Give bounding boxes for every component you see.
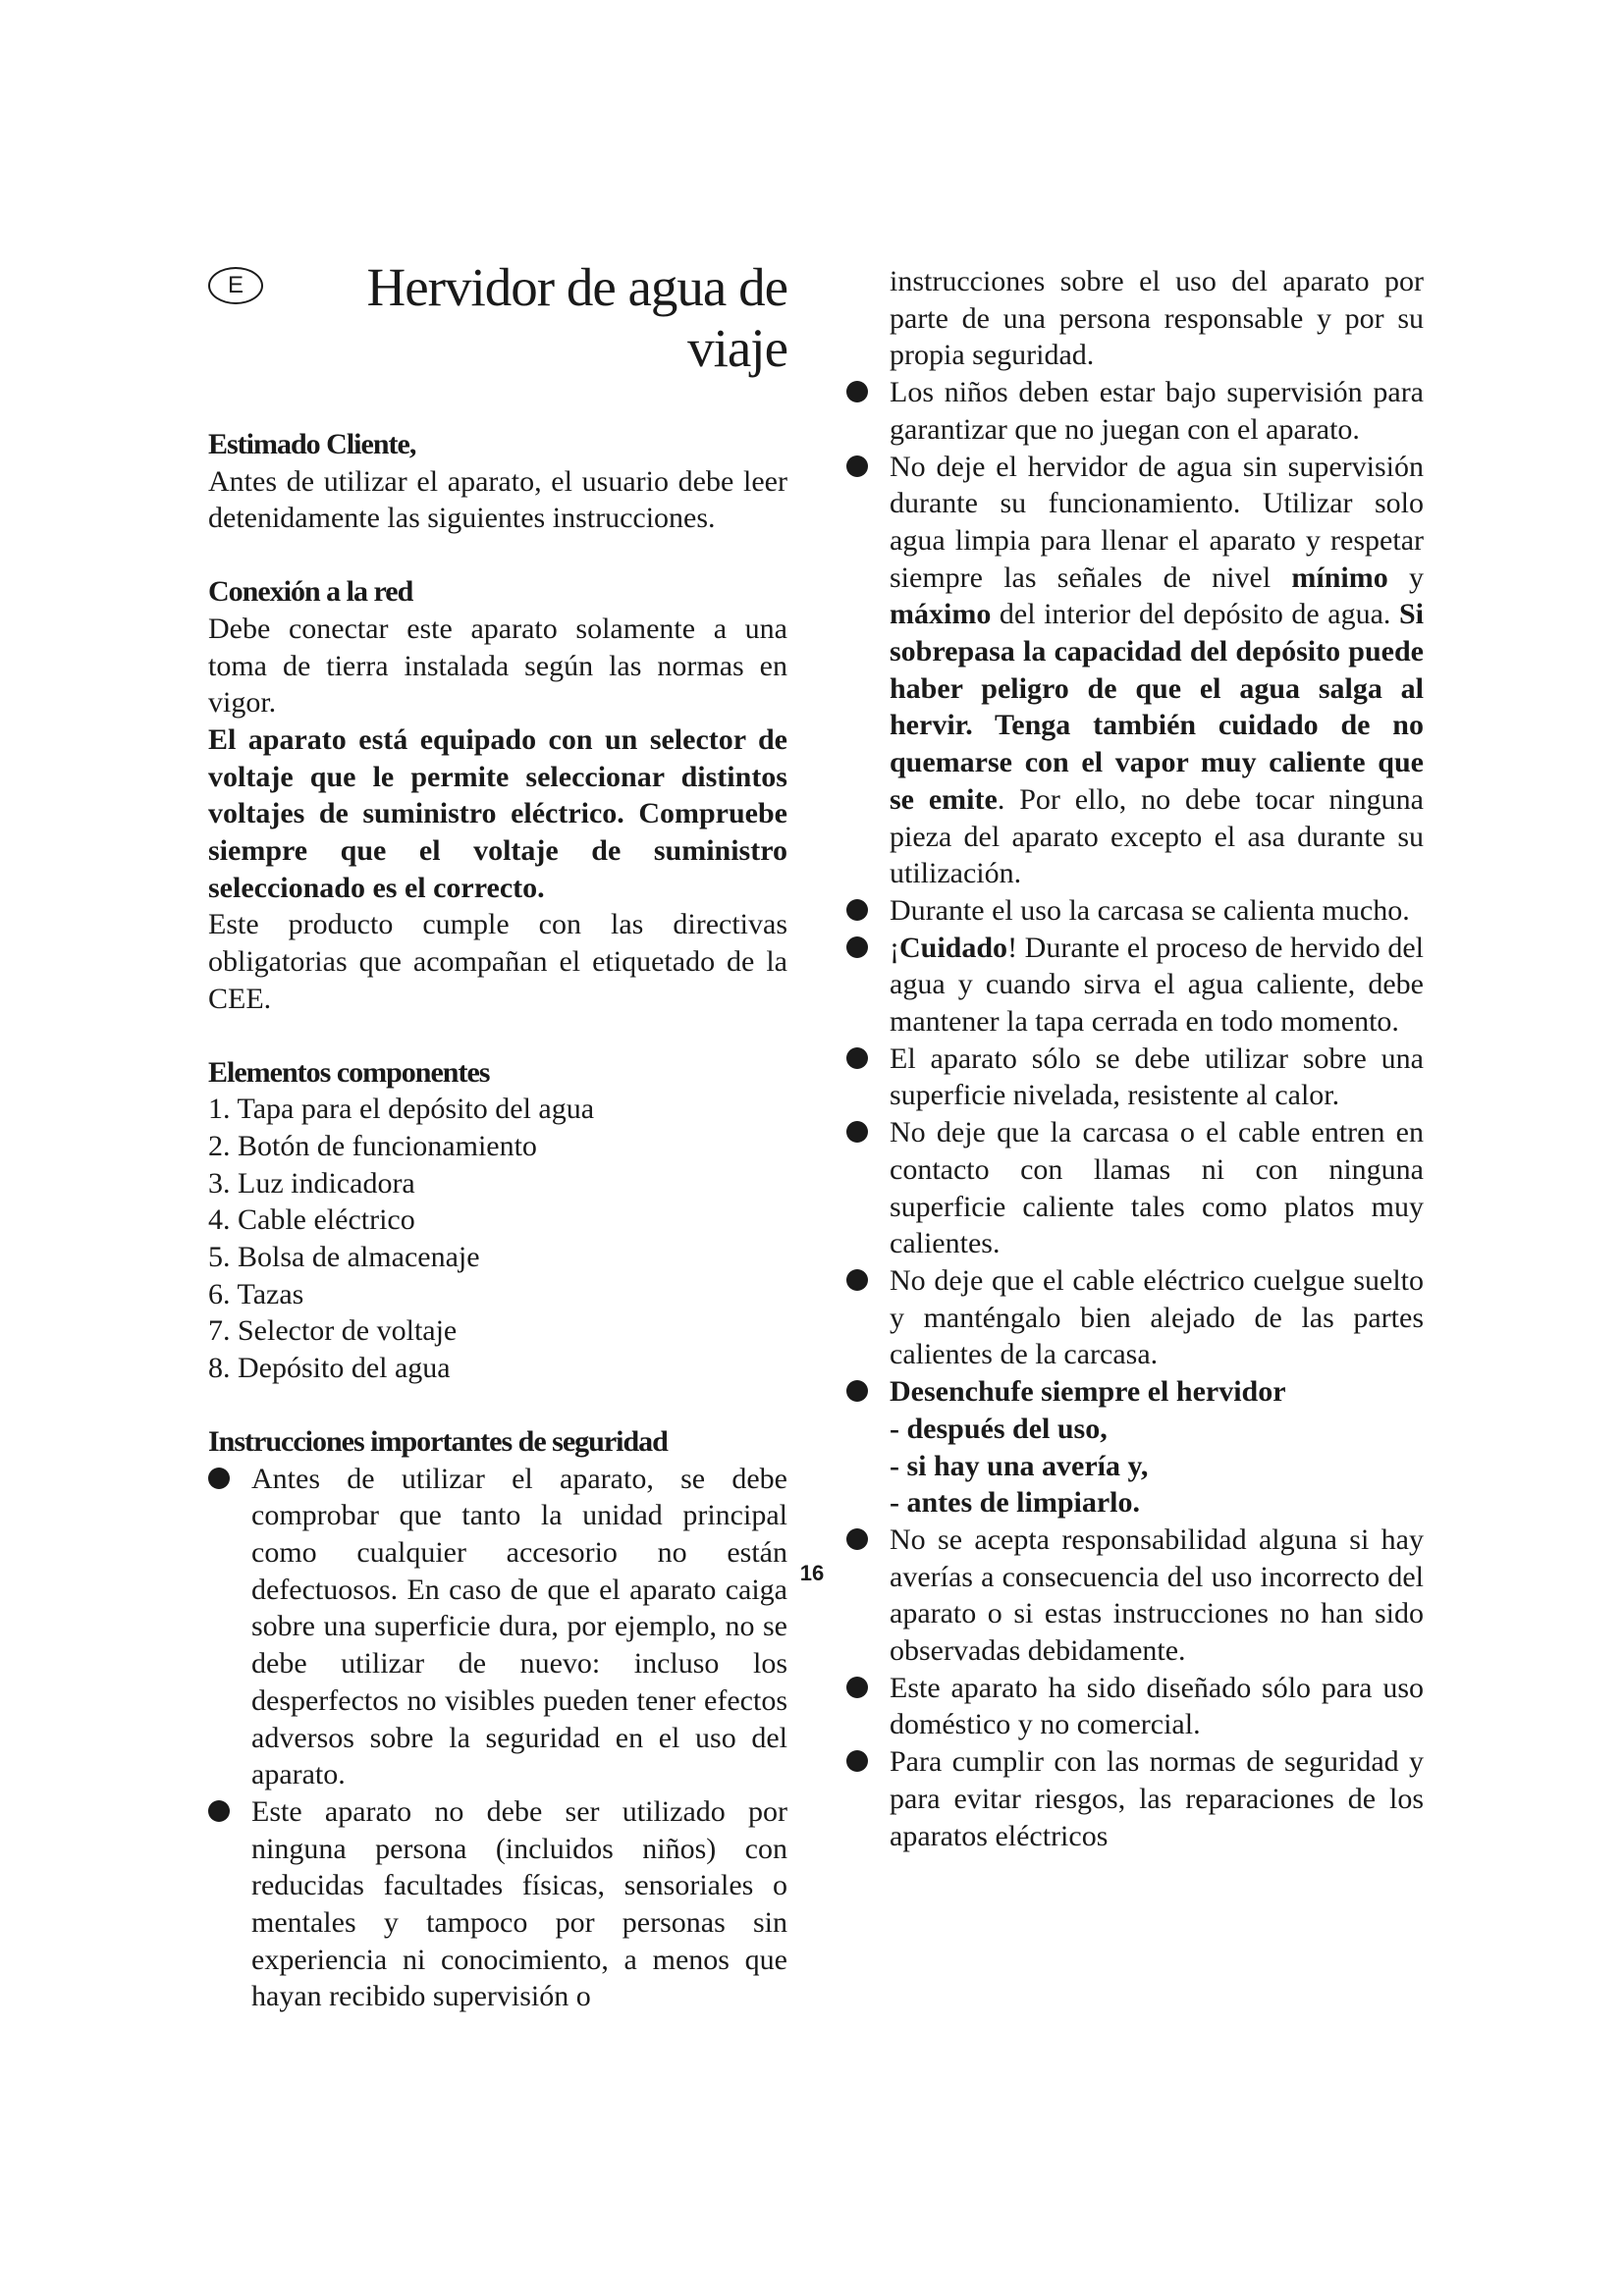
component-item: 4. Cable eléctrico — [208, 1203, 415, 1237]
safety-item: No se acepta responsabilidad alguna si hay averías a consecuencia del uso incorrecto del aparato o si estas instrucciones no han sido observadas debidamente. — [846, 1522, 1424, 1670]
safety-item: Este aparato no debe ser utilizado por ninguna persona (incluidos niños) con reducidas facultades físicas, sensoriales o mentales y tampoco por personas sin experiencia ni conocimiento, a menos que hayan recibido supervisión o — [208, 1793, 787, 2015]
safety-item: No deje que el cable eléctrico cuelgue suelto y manténgalo bien alejado de las partes calientes de la carcasa. — [846, 1262, 1424, 1373]
bullet-icon — [846, 1750, 868, 1772]
safety-item: El aparato sólo se debe utilizar sobre una superficie nivelada, resistente al calor. — [846, 1041, 1424, 1114]
unplug-case: - después del uso, — [890, 1412, 1108, 1445]
bullet-icon — [846, 1047, 868, 1069]
safety-item-continued: instrucciones sobre el uso del aparato por parte de una persona responsable y por su propia seguridad. — [890, 265, 1424, 372]
connection-text: Debe conectar este aparato solamente a una toma de tierra instalada según las normas en vigor. — [208, 612, 787, 720]
safety-item: Antes de utilizar el aparato, se debe comprobar que tanto la unidad principal como cualquier accesorio no están defectuosos. En caso de que el aparato caiga sobre una superficie dura, por ejemplo, no se debe utilizar de nuevo: incluso los desperfectos no visibles pueden tener efectos adversos sobre la seguridad en el uso del aparato. — [208, 1461, 787, 1793]
safety-item: No deje que la carcasa o el cable entren en contacto con llamas ni con ninguna superficie caliente tales como platos muy calientes. — [846, 1114, 1424, 1262]
safety-item: Los niños deben estar bajo supervisión para garantizar que no juegan con el aparato. — [846, 374, 1424, 448]
voltage-warning: El aparato está equipado con un selector de voltaje que le permite seleccionar distintos voltajes de suministro eléctrico. Compruebe siempre que el voltaje de suministro seleccionado es el correcto. — [208, 722, 787, 904]
bullet-icon — [208, 1468, 230, 1489]
components-list — [208, 1091, 787, 1387]
connection-heading: Conexión a la red — [208, 575, 413, 609]
safety-item: Este aparato ha sido diseñado sólo para uso doméstico y no comercial. — [846, 1670, 1424, 1743]
bullet-icon — [846, 1121, 868, 1143]
bullet-icon — [846, 1677, 868, 1698]
bullet-icon — [846, 1528, 868, 1550]
component-item: 1. Tapa para el depósito del agua — [208, 1093, 595, 1126]
page-title: Hervidor de agua de viaje — [366, 257, 787, 378]
bullet-icon — [846, 936, 868, 958]
safety-item: ¡Cuidado! Durante el proceso de hervido del agua y cuando sirva el agua caliente, debe mantener la tapa cerrada en todo momento. — [846, 930, 1424, 1041]
bullet-icon — [846, 899, 868, 921]
component-item: 6. Tazas — [208, 1277, 304, 1310]
bullet-icon — [846, 1269, 868, 1291]
page-number: 16 — [799, 1561, 825, 1585]
component-item: 3. Luz indicadora — [208, 1166, 415, 1200]
unplug-case: - si hay una avería y, — [890, 1449, 1149, 1482]
safety-item: Durante el uso la carcasa se calienta mucho. — [846, 892, 1424, 930]
bullet-icon — [846, 1380, 868, 1402]
safety-item: Desenchufe siempre el hervidor - después del uso, - si hay una avería y, - antes de limpiarlo. — [846, 1373, 1424, 1522]
safety-list — [208, 1461, 787, 2016]
safety-item: Para cumplir con las normas de seguridad y para evitar riesgos, las reparaciones de los aparatos eléctricos — [846, 1743, 1424, 1854]
bullet-icon — [846, 381, 868, 402]
greeting-text: Antes de utilizar el aparato, el usuario debe leer detenidamente las siguientes instrucciones. — [208, 464, 787, 535]
left-column — [208, 257, 787, 2015]
greeting-heading: Estimado Cliente, — [208, 428, 416, 460]
language-badge: E — [208, 267, 263, 304]
bullet-icon — [846, 455, 868, 477]
component-item: 5. Bolsa de almacenaje — [208, 1241, 480, 1274]
safety-heading: Instrucciones importantes de seguridad — [208, 1424, 668, 1458]
components-heading: Elementos componentes — [208, 1055, 490, 1089]
compliance-text: Este producto cumple con las directivas obligatorias que acompañan el etiquetado de la CEE. — [208, 908, 787, 1015]
title-block — [208, 257, 787, 385]
component-item: 8. Depósito del agua — [208, 1352, 451, 1385]
unplug-case: - antes de limpiarlo. — [890, 1486, 1140, 1520]
safety-item: No deje el hervidor de agua sin supervisión durante su funcionamiento. Utilizar solo agua limpia para llenar el aparato y respetar siempre las señales de nivel mínimo y máximo del interior del depósito de agua. Si sobrepasa la capacidad del depósito puede haber peligro de que el agua salga al hervir. Tenga también cuidado de no quemarse con el vapor muy caliente que se emite. Por ello, no debe tocar ninguna pieza del aparato excepto el asa durante su utilización. — [846, 449, 1424, 892]
right-column — [846, 263, 1424, 1854]
bullet-icon — [208, 1800, 230, 1822]
safety-list-continued — [846, 374, 1424, 1854]
component-item: 7. Selector de voltaje — [208, 1314, 458, 1348]
component-item: 2. Botón de funcionamiento — [208, 1129, 537, 1162]
